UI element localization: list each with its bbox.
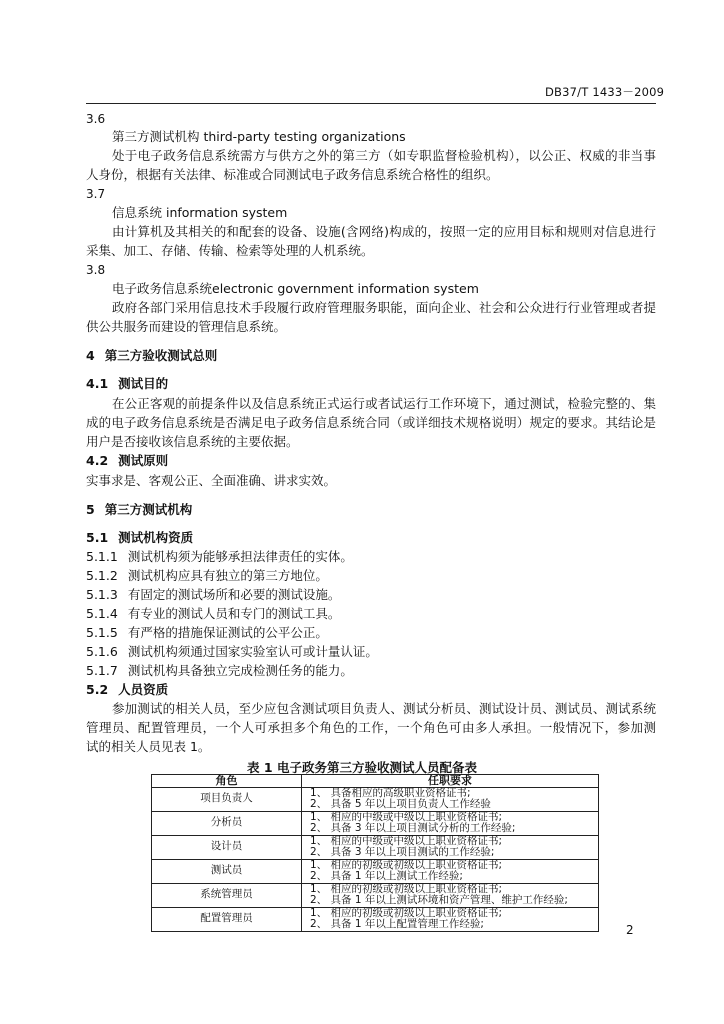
column-header-role: 角色 [152, 775, 302, 788]
paragraph-5-2-line-2: 管理员、配置管理员，一个人可承担多个角色的工作，一个角色可由多人承担。一般情况下，参加测 [86, 720, 656, 735]
role-cell: 配置管理员 [152, 907, 302, 931]
header-rule [86, 103, 656, 104]
table-row [152, 883, 599, 907]
clause-text: 测试机构应具有独立的第三方地位。 [127, 568, 328, 583]
definition-3-8-line-2: 供公共服务而建设的管理信息系统。 [86, 319, 287, 334]
role-cell: 分析员 [152, 811, 302, 835]
clause-5-1-3 [86, 588, 340, 602]
section-number: 4.1 [86, 376, 109, 391]
clause-number: 5.1.1 [86, 549, 118, 564]
section-number: 4 [86, 348, 95, 363]
paragraph-5-2-line-3: 试的相关人员见表 1。 [86, 739, 211, 754]
table-caption: 表 1 电子政务第三方验收测试人员配备表 [247, 760, 477, 775]
table-header-row [152, 775, 599, 788]
section-title: 人员资质 [118, 682, 169, 697]
requirement-line: 1、 相应的初级或初级以上职业资格证书; [310, 906, 503, 919]
section-heading-4-2 [86, 454, 168, 468]
clause-number: 5.1.6 [86, 644, 118, 659]
clause-5-1-6 [86, 645, 378, 659]
clause-number: 5.1.3 [86, 587, 118, 602]
section-title: 测试原则 [118, 453, 169, 468]
requirement-line: 2、 具备 3 年以上项目测试的工作经验; [310, 846, 495, 858]
term-3-7: 信息系统 information system [112, 205, 288, 220]
clause-text: 测试机构须为能够承担法律责任的实体。 [127, 549, 353, 564]
clause-text: 有严格的措施保证测试的公平公正。 [127, 625, 328, 640]
document-code: DB37/T 1433－2009 [545, 85, 665, 99]
table-row [152, 787, 599, 811]
requirement-line: 1、 相应的中级或中级以上职业资格证书; [310, 810, 503, 823]
section-number: 5.1 [86, 530, 109, 545]
requirement-line: 2、 具备 1 年以上测试环境和资产管理、维护工作经验; [310, 894, 568, 906]
definition-3-7-line-2: 采集、加工、存储、传输、检索等处理的人机系统。 [86, 243, 374, 258]
section-number: 4.2 [86, 453, 109, 468]
column-header-requirements: 任职要求 [302, 775, 599, 788]
requirements-cell [302, 883, 599, 907]
page-number: 2 [626, 923, 634, 937]
section-heading-5 [86, 503, 192, 517]
paragraph-4-1-line-1: 在公正客观的前提条件以及信息系统正式运行或者试运行工作环境下，通过测试，检验完整的、集 [112, 396, 656, 411]
section-heading-4 [86, 349, 217, 363]
term-3-6: 第三方测试机构 third-party testing organizations [112, 129, 406, 144]
requirement-line: 2、 具备 5 年以上项目负责人工作经验 [310, 798, 491, 810]
section-number-3-7: 3.7 [86, 187, 106, 201]
clause-text: 测试机构具备独立完成检测任务的能力。 [127, 663, 353, 678]
definition-3-8-line-1: 政府各部门采用信息技术手段履行政府管理服务职能，面向企业、社会和公众进行行业管理或者提 [112, 300, 656, 315]
table-row [152, 859, 599, 883]
section-title: 测试机构资质 [118, 530, 194, 545]
clause-5-1-4 [86, 607, 340, 621]
clause-text: 测试机构须通过国家实验室认可或计量认证。 [127, 644, 378, 659]
table-row [152, 907, 599, 931]
section-title: 第三方验收测试总则 [104, 348, 218, 363]
section-heading-5-1 [86, 531, 193, 545]
requirements-cell [302, 859, 599, 883]
clause-5-1-7 [86, 664, 353, 678]
clause-number: 5.1.5 [86, 625, 118, 640]
section-title: 测试目的 [118, 376, 169, 391]
requirement-line: 2、 具备 1 年以上测试工作经验; [310, 870, 463, 882]
term-3-8: 电子政务信息系统electronic government information system [112, 281, 479, 296]
personnel-table [151, 774, 599, 932]
role-cell: 测试员 [152, 859, 302, 883]
table-row [152, 835, 599, 859]
requirements-cell [302, 907, 599, 931]
role-cell: 系统管理员 [152, 883, 302, 907]
paragraph-5-2-line-1: 参加测试的相关人员，至少应包含测试项目负责人、测试分析员、测试设计员、测试员、测试系统 [112, 701, 656, 716]
requirement-line: 2、 具备 1 年以上配置管理工作经验; [310, 918, 484, 930]
clause-number: 5.1.2 [86, 568, 118, 583]
table-row [152, 811, 599, 835]
requirement-line: 1、 具备相应的高级职业资格证书; [310, 786, 471, 799]
section-number: 5.2 [86, 682, 109, 697]
requirements-cell [302, 835, 599, 859]
section-number-3-6: 3.6 [86, 112, 106, 126]
paragraph-4-1-line-3: 用户是否接收该信息系统的主要依据。 [86, 434, 299, 449]
clause-text: 有固定的测试场所和必要的测试设施。 [127, 587, 341, 602]
role-cell: 设计员 [152, 835, 302, 859]
requirement-line: 1、 相应的初级或初级以上职业资格证书; [310, 882, 503, 895]
section-number: 5 [86, 502, 95, 517]
clause-number: 5.1.4 [86, 606, 118, 621]
paragraph-4-1-line-2: 成的电子政务信息系统是否满足电子政务信息系统合同（或详细技术规格说明）规定的要求。其结论是 [86, 415, 656, 430]
requirements-cell [302, 811, 599, 835]
paragraph-4-2: 实事求是、客观公正、全面准确、讲求实效。 [86, 473, 337, 488]
role-cell: 项目负责人 [152, 787, 302, 811]
clause-5-1-2 [86, 569, 328, 583]
requirement-line: 1、 相应的初级或初级以上职业资格证书; [310, 858, 503, 871]
clause-5-1-1 [86, 550, 353, 564]
clause-number: 5.1.7 [86, 663, 118, 678]
requirement-line: 1、 相应的中级或中级以上职业资格证书; [310, 834, 503, 847]
section-number-3-8: 3.8 [86, 263, 106, 277]
requirement-line: 2、 具备 3 年以上项目测试分析的工作经验; [310, 822, 516, 834]
definition-3-6-line-1: 处于电子政务信息系统需方与供方之外的第三方（如专职监督检验机构），以公正、权威的非当事 [112, 148, 656, 163]
clause-5-1-5 [86, 626, 328, 640]
definition-3-6-line-2: 人身份，根据有关法律、标准或合同测试电子政务信息系统合格性的组织。 [86, 167, 499, 182]
clause-text: 有专业的测试人员和专门的测试工具。 [127, 606, 341, 621]
section-heading-4-1 [86, 377, 168, 391]
section-title: 第三方测试机构 [104, 502, 193, 517]
definition-3-7-line-1: 由计算机及其相关的和配套的设备、设施(含网络)构成的，按照一定的应用目标和规则对信息进行 [112, 224, 656, 239]
section-heading-5-2 [86, 683, 168, 697]
requirements-cell [302, 787, 599, 811]
